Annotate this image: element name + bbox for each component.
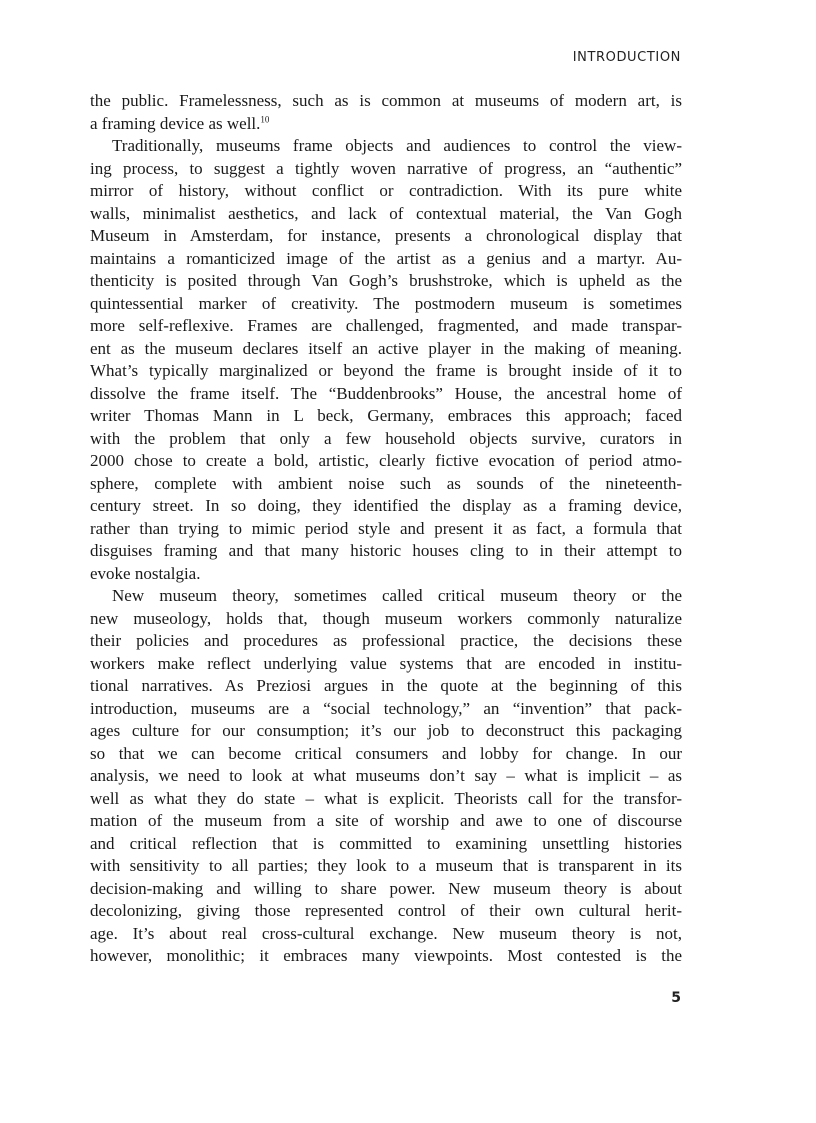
line-text: ing process, to suggest a tightly woven narrative of progress, an “authentic”: [90, 158, 682, 178]
line-text: workers make reflect underlying value systems that are encoded in institu-: [90, 653, 682, 673]
line-text: New museum theory, sometimes called critical museum theory or the: [112, 586, 682, 605]
text-line: [90, 270, 682, 293]
text-line: [90, 945, 682, 968]
text-line: [90, 540, 682, 563]
text-line: [90, 608, 682, 631]
body-text: [90, 90, 682, 968]
text-line: [90, 653, 682, 676]
footnote-marker: 10: [260, 113, 270, 124]
line-text: decision-making and willing to share power. New museum theory is about: [90, 878, 682, 898]
text-line: [90, 788, 682, 811]
text-line: [90, 158, 682, 181]
text-line: [90, 923, 682, 946]
line-text: mation of the museum from a site of worship and awe to one of discourse: [90, 811, 682, 830]
line-text: more self-reflexive. Frames are challenged, fragmented, and made transpar-: [90, 316, 682, 335]
text-line: [90, 90, 682, 113]
line-text: What’s typically marginalized or beyond the frame is brought inside of it to: [90, 361, 682, 380]
text-line: [90, 720, 682, 743]
line-text: mirror of history, without conflict or contradiction. With its pure white: [90, 181, 682, 200]
line-text: and critical reflection that is committed to examining unsettling histories: [90, 833, 682, 853]
text-line: [90, 630, 682, 653]
line-text: quintessential marker of creativity. The postmodern museum is sometimes: [90, 293, 682, 313]
line-text: decolonizing, giving those represented control of their own cultural herit-: [90, 901, 682, 920]
text-line: [90, 315, 682, 338]
line-text: new museology, holds that, though museum workers commonly naturalize: [90, 608, 682, 628]
text-line: [90, 698, 682, 721]
line-text: Museum in Amsterdam, for instance, presents a chronological display that: [90, 226, 682, 245]
text-line: [90, 585, 682, 608]
line-text: introduction, museums are a “social technology,” an “invention” that pack-: [90, 698, 682, 718]
text-line: [90, 450, 682, 473]
line-text: dissolve the frame itself. The “Buddenbrooks” House, the ancestral home of: [90, 383, 682, 403]
line-text: age. It’s about real cross-cultural exchange. New museum theory is not,: [90, 923, 682, 943]
text-line: [90, 855, 682, 878]
text-line: [90, 900, 682, 923]
line-text: 2000 chose to create a bold, artistic, clearly fictive evocation of period atmo-: [90, 451, 682, 470]
line-text: sphere, complete with ambient noise such as sounds of the nineteenth-: [90, 473, 682, 493]
running-head: INTRODUCTION: [572, 50, 681, 65]
text-line: [90, 563, 682, 586]
line-text: well as what they do state – what is explicit. Theorists call for the transfor-: [90, 788, 682, 808]
text-line: [90, 765, 682, 788]
line-text: disguises framing and that many historic houses cling to in their attempt to: [90, 541, 682, 560]
text-line: [90, 405, 682, 428]
line-text: so that we can become critical consumers and lobby for change. In our: [90, 743, 682, 763]
line-text: thenticity is posited through Van Gogh’s brushstroke, which is upheld as the: [90, 271, 682, 290]
line-text: with the problem that only a few household objects survive, curators in: [90, 428, 682, 448]
text-line: [90, 248, 682, 271]
text-line: [90, 518, 682, 541]
text-line: [90, 293, 682, 316]
text-line: [90, 338, 682, 361]
line-text: rather than trying to mimic period style and present it as fact, a formula that: [90, 518, 682, 538]
text-line: [90, 360, 682, 383]
line-text: maintains a romanticized image of the artist as a genius and a martyr. Au-: [90, 248, 682, 268]
page-number: 5: [671, 990, 681, 1006]
line-text: however, monolithic; it embraces many viewpoints. Most contested is the: [90, 946, 682, 965]
text-line: [90, 383, 682, 406]
text-line: [90, 675, 682, 698]
text-line: [90, 428, 682, 451]
line-text: ages culture for our consumption; it’s our job to deconstruct this packaging: [90, 721, 682, 740]
line-text: analysis, we need to look at what museums don’t say – what is implicit – as: [90, 766, 682, 785]
line-text: a framing device as well.: [90, 113, 261, 133]
text-line: [90, 135, 682, 158]
line-text: evoke nostalgia.: [90, 563, 201, 583]
text-line: [90, 810, 682, 833]
line-text: with sensitivity to all parties; they look to a museum that is transparent in its: [90, 856, 682, 875]
text-line: [90, 878, 682, 901]
text-line: [90, 113, 682, 136]
text-line: [90, 473, 682, 496]
line-text: walls, minimalist aesthetics, and lack of contextual material, the Van Gogh: [90, 203, 682, 223]
text-line: [90, 225, 682, 248]
text-line: [90, 833, 682, 856]
text-line: [90, 495, 682, 518]
line-text: Traditionally, museums frame objects and audiences to control the view-: [112, 136, 682, 155]
line-text: ent as the museum declares itself an active player in the making of meaning.: [90, 338, 682, 358]
text-line: [90, 203, 682, 226]
line-text: century street. In so doing, they identified the display as a framing device,: [90, 496, 682, 515]
line-text: tional narratives. As Preziosi argues in the quote at the beginning of this: [90, 676, 682, 695]
text-line: [90, 180, 682, 203]
line-text: writer Thomas Mann in L beck, Germany, embraces this approach; faced: [90, 406, 682, 425]
text-line: [90, 743, 682, 766]
line-text: the public. Framelessness, such as is common at museums of modern art, is: [90, 91, 682, 110]
line-text: their policies and procedures as professional practice, the decisions these: [90, 631, 682, 650]
